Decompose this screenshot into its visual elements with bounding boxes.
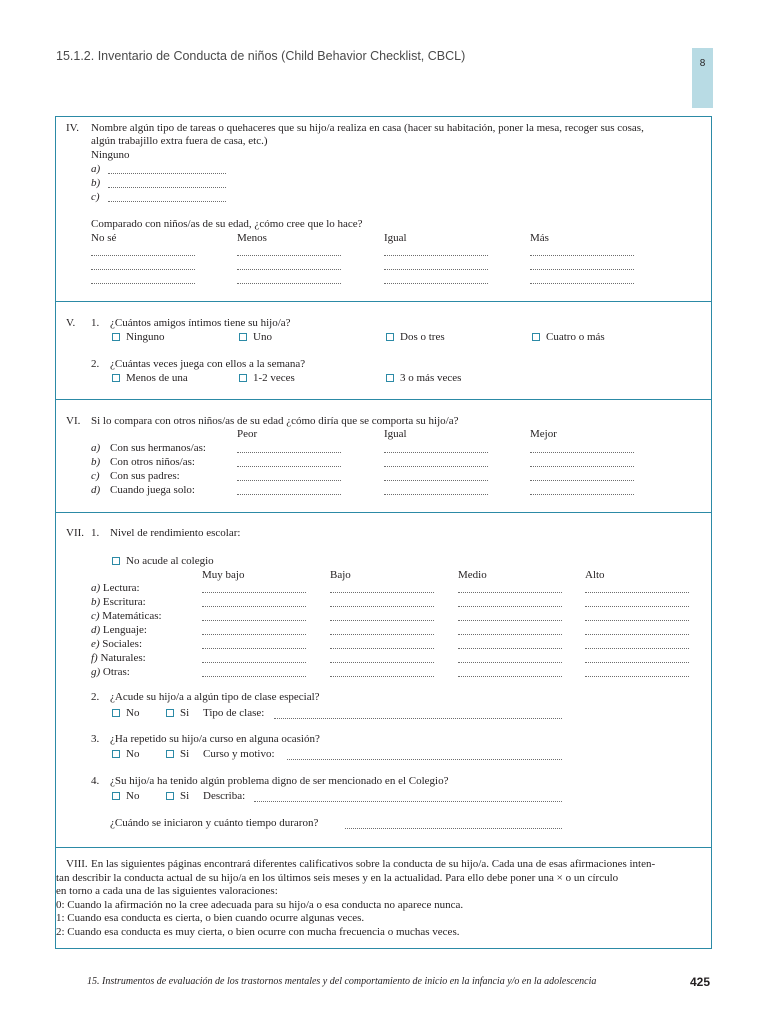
checkbox[interactable] <box>166 792 174 800</box>
row-letter: e) <box>91 638 100 650</box>
answer-line[interactable] <box>458 634 562 635</box>
answer-line[interactable] <box>237 494 341 495</box>
option-label: Ninguno <box>126 331 165 343</box>
question-text: ¿Su hijo/a ha tenido algún problema digno de ser mencionado en el Colegio? <box>110 775 449 787</box>
row-label: Con otros niños/as: <box>110 456 195 468</box>
answer-line[interactable] <box>330 634 434 635</box>
answer-line[interactable] <box>330 648 434 649</box>
answer-line[interactable] <box>530 480 634 481</box>
answer-line[interactable] <box>585 634 689 635</box>
field-label: Curso y motivo: <box>203 748 275 760</box>
option-label: No <box>126 707 140 719</box>
answer-line[interactable] <box>530 283 634 284</box>
instruction-line: 1: Cuando esa conducta es cierta, o bien cuando ocurre algunas veces. <box>56 912 365 924</box>
answer-line[interactable] <box>530 452 634 453</box>
section-numeral: VII. <box>66 527 85 539</box>
checkbox[interactable] <box>386 333 394 341</box>
answer-line[interactable] <box>202 592 306 593</box>
field-label: Describa: <box>203 790 246 802</box>
subject-row <box>91 652 146 665</box>
answer-line[interactable] <box>237 269 341 270</box>
answer-line[interactable] <box>458 648 562 649</box>
row-letter: c) <box>91 470 100 482</box>
page-title: 15.1.2. Inventario de Conducta de niños (Child Behavior Checklist, CBCL) <box>56 49 466 63</box>
answer-line[interactable] <box>458 620 562 621</box>
row-label: Lenguaje: <box>102 624 147 636</box>
row-letter: c) <box>91 610 100 622</box>
row-letter: d) <box>91 484 101 496</box>
row-label: Sociales: <box>102 638 143 650</box>
column-header: No sé <box>91 232 117 244</box>
answer-line[interactable] <box>384 452 488 453</box>
footer-text: 15. Instrumentos de evaluación de los trastornos mentales y del comportamiento de inicio en la infancia y/o en la adolescencia <box>87 976 597 987</box>
option-label: No <box>126 748 140 760</box>
column-header: Alto <box>585 569 605 581</box>
column-header: Igual <box>384 428 407 440</box>
option-label: Uno <box>253 331 272 343</box>
checkbox[interactable] <box>386 374 394 382</box>
answer-line[interactable] <box>384 269 488 270</box>
answer-line[interactable] <box>384 255 488 256</box>
row-letter: b) <box>91 596 101 608</box>
checkbox[interactable] <box>112 792 120 800</box>
subject-row <box>91 638 142 651</box>
answer-line[interactable] <box>202 620 306 621</box>
answer-line[interactable] <box>237 480 341 481</box>
answer-line[interactable] <box>237 255 341 256</box>
answer-line[interactable] <box>202 634 306 635</box>
answer-line[interactable] <box>237 283 341 284</box>
item-letter: b) <box>91 177 101 189</box>
answer-line[interactable] <box>585 648 689 649</box>
column-header: Más <box>530 232 549 244</box>
answer-line[interactable] <box>530 255 634 256</box>
answer-line[interactable] <box>254 801 562 802</box>
answer-line[interactable] <box>458 662 562 663</box>
answer-line[interactable] <box>330 620 434 621</box>
answer-line[interactable] <box>330 662 434 663</box>
section-numeral: IV. <box>66 122 79 134</box>
question-number: 1. <box>91 317 100 329</box>
checkbox[interactable] <box>166 750 174 758</box>
answer-line[interactable] <box>108 201 226 202</box>
row-label: Cuando juega solo: <box>110 484 195 496</box>
checkbox[interactable] <box>112 557 120 565</box>
row-letter: f) <box>91 652 98 664</box>
question-text: algún trabajillo extra fuera de casa, etc.) <box>91 135 268 147</box>
answer-line[interactable] <box>330 606 434 607</box>
answer-line[interactable] <box>585 620 689 621</box>
checkbox[interactable] <box>112 750 120 758</box>
column-header: Mejor <box>530 428 557 440</box>
row-letter: a) <box>91 582 101 594</box>
item-letter: a) <box>91 163 101 175</box>
question-number: 4. <box>91 775 100 787</box>
checkbox[interactable] <box>112 709 120 717</box>
section-v <box>55 301 712 400</box>
answer-line[interactable] <box>585 606 689 607</box>
subject-row <box>91 610 162 623</box>
option-label: No acude al colegio <box>126 555 214 567</box>
row-letter: a) <box>91 442 101 454</box>
question-text: ¿Cuántas veces juega con ellos a la semana? <box>110 358 306 370</box>
row-label: Con sus padres: <box>110 470 180 482</box>
option-label: Menos de una <box>126 372 188 384</box>
answer-line[interactable] <box>202 662 306 663</box>
question-number: 1. <box>91 527 100 539</box>
option-label: Si <box>180 748 190 760</box>
column-header: Muy bajo <box>202 569 245 581</box>
question-text: ¿Ha repetido su hijo/a curso en alguna ocasión? <box>110 733 320 745</box>
chapter-tab: 8 <box>692 48 713 108</box>
checkbox[interactable] <box>166 709 174 717</box>
answer-line[interactable] <box>458 606 562 607</box>
answer-line[interactable] <box>237 466 341 467</box>
option-label: Si <box>180 790 190 802</box>
option-label: 1-2 veces <box>253 372 295 384</box>
row-label: Naturales: <box>100 652 146 664</box>
column-header: Igual <box>384 232 407 244</box>
question-text: Nombre algún tipo de tareas o quehaceres que su hijo/a realiza en casa (hacer su habitación, poner la mesa, recoger sus cosas, <box>91 122 644 134</box>
answer-line[interactable] <box>287 759 562 760</box>
option-label: Si <box>180 707 190 719</box>
instruction-line: En las siguientes páginas encontrará diferentes calificativos sobre la conducta de su hijo/a. Cada una de esas afirmaciones inten- <box>91 858 656 870</box>
question-text: Nivel de rendimiento escolar: <box>110 527 241 539</box>
question-number: 2. <box>91 691 100 703</box>
section-vi <box>55 399 712 513</box>
instruction-line: tan describir la conducta actual de su hijo/a en los últimos seis meses y en la actualidad. Para ello debe poner una × o un círculo <box>56 871 619 884</box>
none-option: Ninguno <box>91 149 130 161</box>
item-letter: c) <box>91 191 100 203</box>
instruction-line: en torno a cada una de las siguientes valoraciones: <box>56 885 278 897</box>
option-label: Dos o tres <box>400 331 445 343</box>
answer-line[interactable] <box>330 676 434 677</box>
answer-line[interactable] <box>530 466 634 467</box>
column-header: Menos <box>237 232 267 244</box>
answer-line[interactable] <box>585 662 689 663</box>
section-numeral: V. <box>66 317 76 329</box>
subject-row <box>91 624 147 637</box>
column-header: Peor <box>237 428 258 440</box>
checkbox[interactable] <box>112 333 120 341</box>
question-text: ¿Cuándo se iniciaron y cuánto tiempo duraron? <box>110 817 319 829</box>
answer-line[interactable] <box>237 452 341 453</box>
row-label: Matemáticas: <box>102 610 162 622</box>
answer-line[interactable] <box>202 606 306 607</box>
row-letter: d) <box>91 624 101 636</box>
row-label: Con sus hermanos/as: <box>110 442 206 454</box>
subject-row <box>91 666 130 679</box>
answer-line[interactable] <box>458 592 562 593</box>
row-label: Lectura: <box>102 582 140 594</box>
row-letter: b) <box>91 456 101 468</box>
checkbox[interactable] <box>239 333 247 341</box>
answer-line[interactable] <box>585 676 689 677</box>
section-iv <box>55 116 712 302</box>
question-number: 2. <box>91 358 100 370</box>
question-text: Si lo compara con otros niños/as de su edad ¿cómo diría que se comporta su hijo/a? <box>91 415 459 427</box>
comparison-question: Comparado con niños/as de su edad, ¿cómo cree que lo hace? <box>91 218 363 230</box>
subject-row <box>91 582 140 595</box>
question-text: ¿Acude su hijo/a a algún tipo de clase especial? <box>110 691 320 703</box>
answer-line[interactable] <box>530 269 634 270</box>
answer-line[interactable] <box>384 494 488 495</box>
column-header: Bajo <box>330 569 351 581</box>
question-text: ¿Cuántos amigos íntimos tiene su hijo/a? <box>110 317 291 329</box>
answer-line[interactable] <box>384 466 488 467</box>
answer-line[interactable] <box>530 494 634 495</box>
answer-line[interactable] <box>91 269 195 270</box>
row-label: Otras: <box>102 666 130 678</box>
section-viii <box>55 847 712 949</box>
row-letter: g) <box>91 666 101 678</box>
answer-line[interactable] <box>108 173 226 174</box>
row-label: Escritura: <box>102 596 146 608</box>
section-numeral: VI. <box>66 415 81 427</box>
checkbox[interactable] <box>112 374 120 382</box>
question-number: 3. <box>91 733 100 745</box>
checkbox[interactable] <box>532 333 540 341</box>
answer-line[interactable] <box>330 592 434 593</box>
answer-line[interactable] <box>384 480 488 481</box>
instruction-line: 0: Cuando la afirmación no la cree adecuada para su hijo/a o esa conducta no aparece nunca. <box>56 898 464 911</box>
option-label: Cuatro o más <box>546 331 605 343</box>
section-vii <box>55 512 712 848</box>
checkbox[interactable] <box>239 374 247 382</box>
instruction-line: 2: Cuando esa conducta es muy cierta, o bien ocurre con mucha frecuencia o muchas veces. <box>56 925 460 938</box>
answer-line[interactable] <box>91 283 195 284</box>
column-header: Medio <box>458 569 487 581</box>
answer-line[interactable] <box>458 676 562 677</box>
subject-row <box>91 596 146 609</box>
page-number: 425 <box>690 975 711 989</box>
answer-line[interactable] <box>91 255 195 256</box>
answer-line[interactable] <box>202 676 306 677</box>
field-label: Tipo de clase: <box>203 707 265 719</box>
answer-line[interactable] <box>274 718 562 719</box>
answer-line[interactable] <box>585 592 689 593</box>
answer-line[interactable] <box>345 828 562 829</box>
section-numeral: VIII. <box>66 858 88 870</box>
answer-line[interactable] <box>202 648 306 649</box>
answer-line[interactable] <box>108 187 226 188</box>
option-label: No <box>126 790 140 802</box>
option-label: 3 o más veces <box>400 372 462 384</box>
answer-line[interactable] <box>384 283 488 284</box>
